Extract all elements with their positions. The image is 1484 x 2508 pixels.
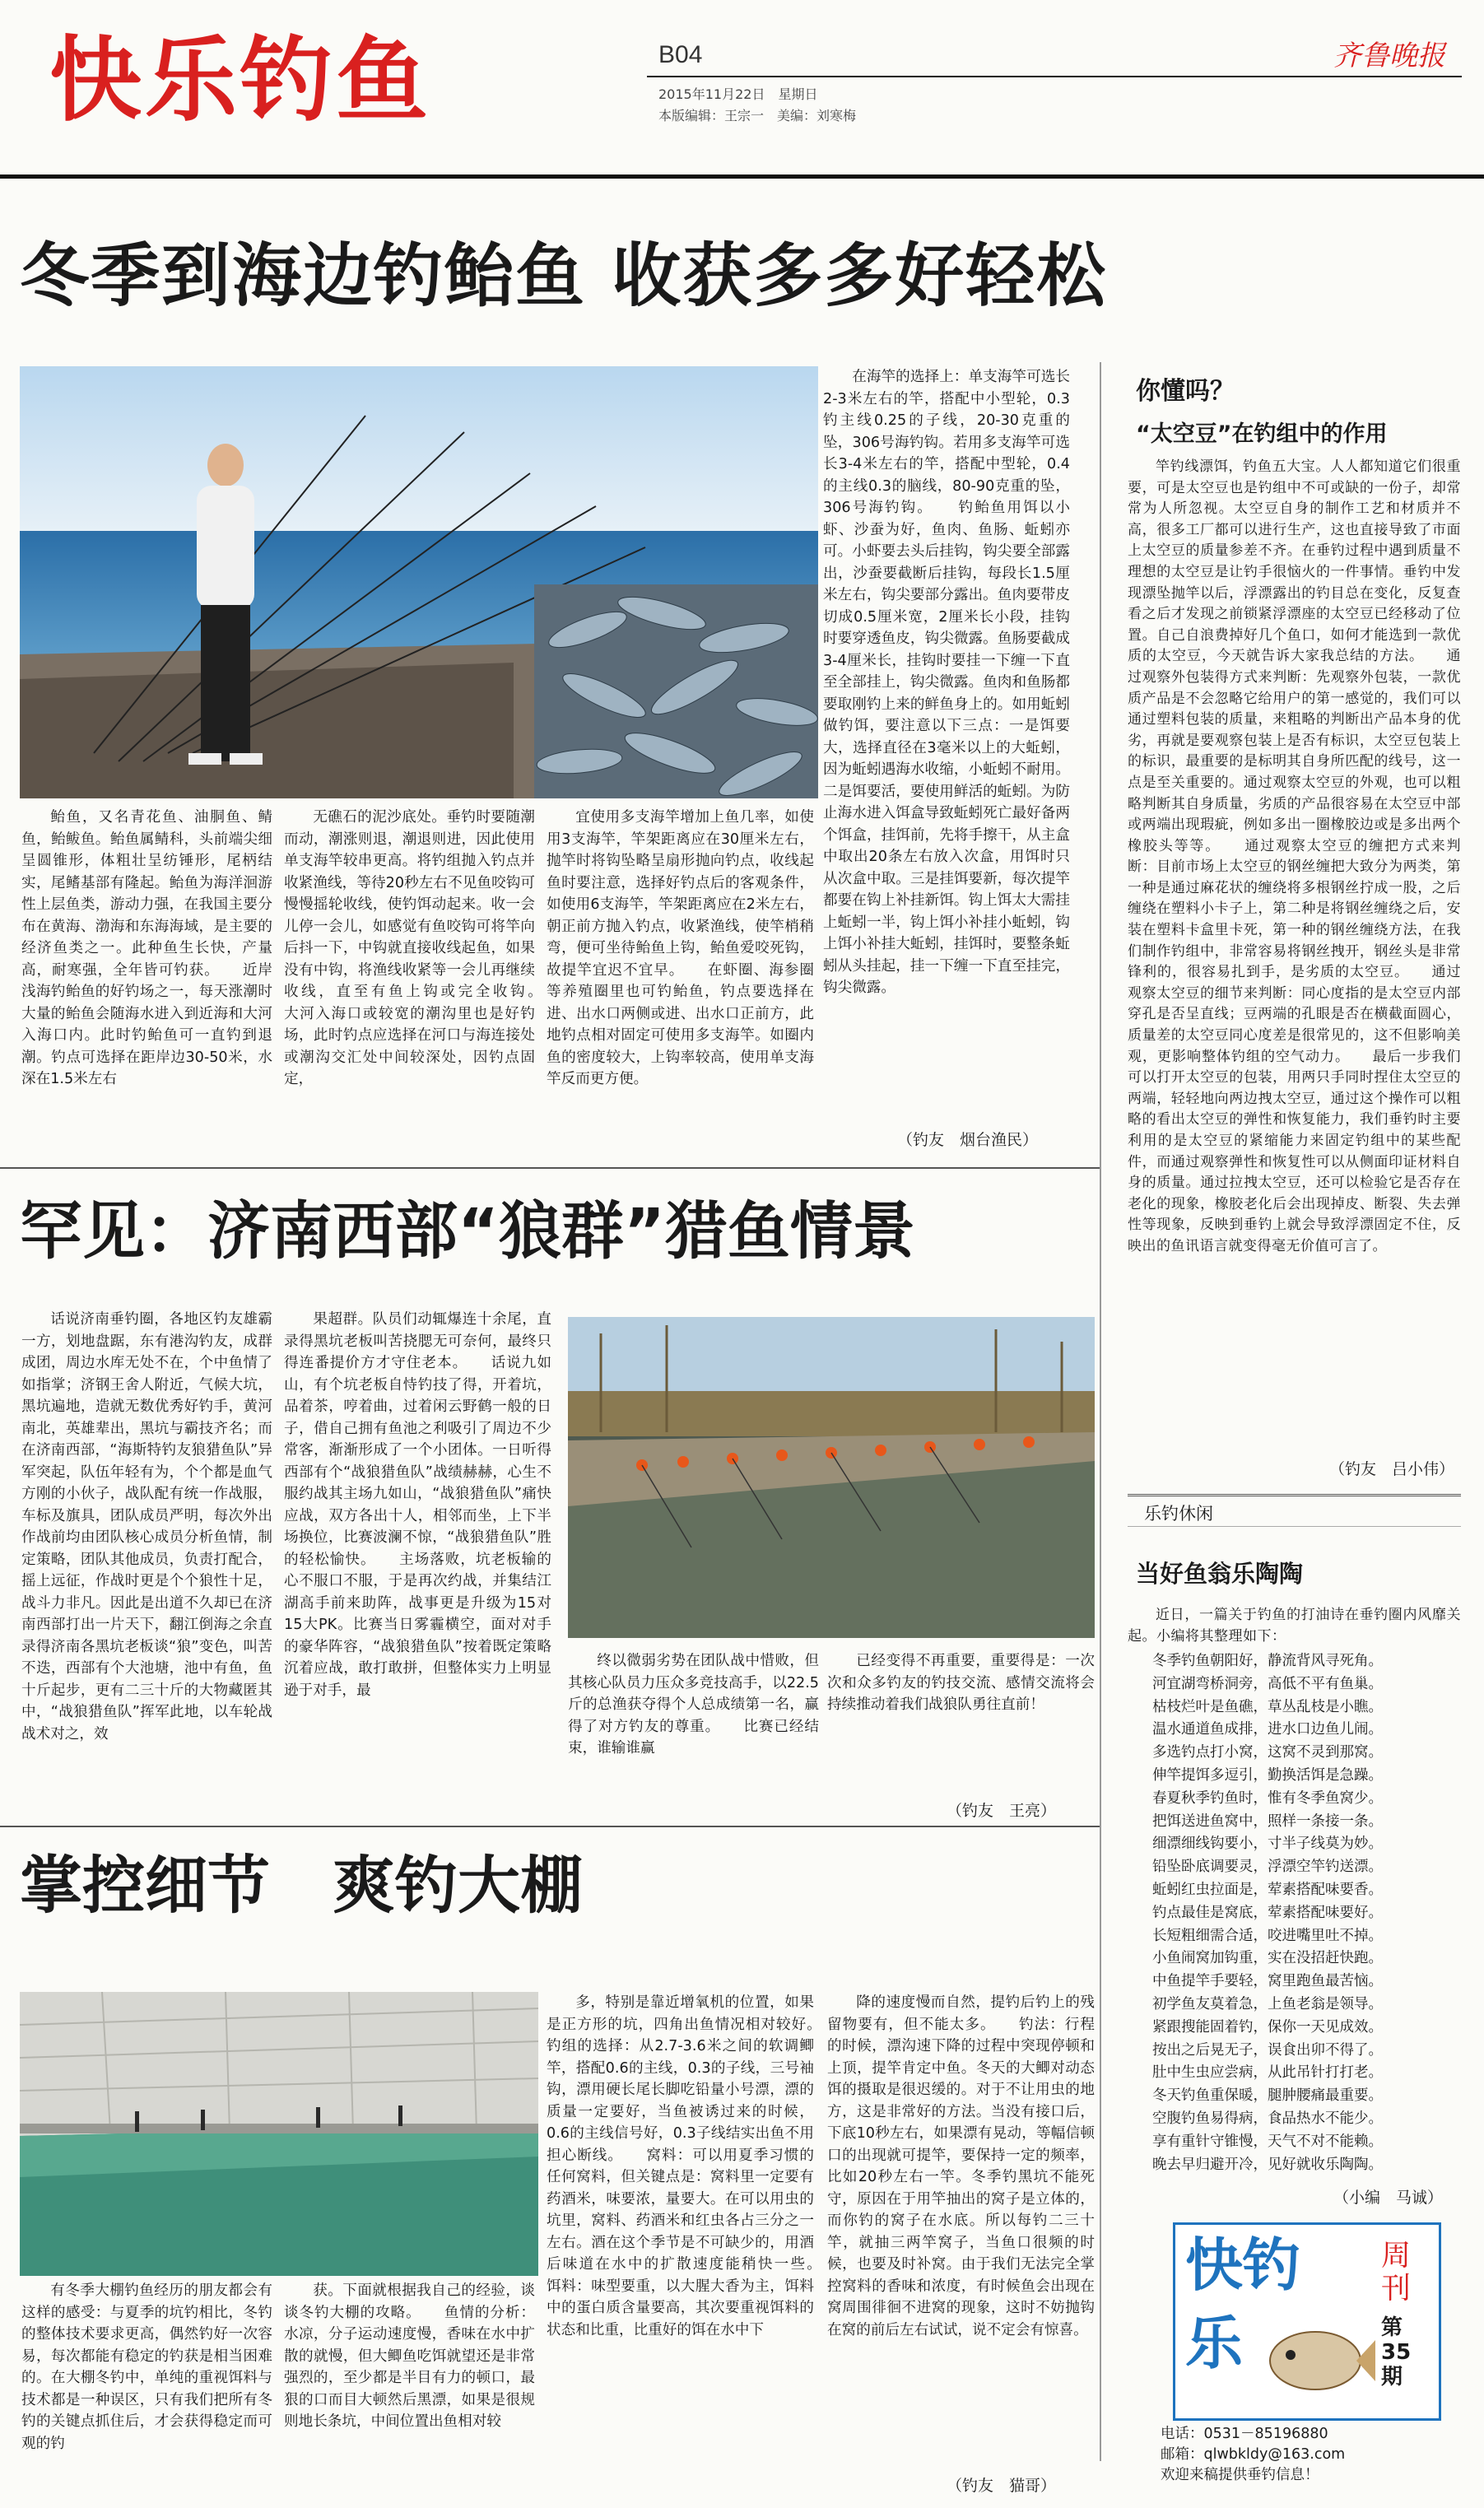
sidebar-byline: （钓友 吕小伟） — [1329, 1460, 1455, 1478]
article3-column-3: 多，特别是靠近增氧机的位置，如果是正方形的坑，四角出鱼情况相对较好。 钓组的选择：从2.7-3.6米之间的软调鲫竿，搭配0.6的主线，0.3的子线，三号袖钩，漂用硬长尾长脚吃铅量小号漂，漂的质量一定要好，当鱼被诱过来的时候，0.6的主线信号好，0.3子线结实出鱼不用担心断线。 窝料：可以用夏季习惯的任何窝料，但关键点是：窝料里一定要有药酒米，味要浓，量要大。在可以用虫的坑里，窝料、药酒米和红虫各占三分之一左右。酒在这个季节是不可缺少的，用酒后味道在水中的扩散速度能稍快一些。 饵料：味型要重，以大腥大香为主，饵料中的蛋白质含量要高，其次要重视饵料的状态和比重，比重好的饵在水中下 — [547, 1994, 814, 2338]
poem-line: 河宜湖弯桥洞旁，高低不平有鱼巢。 — [1152, 1675, 1383, 1692]
poem-line: 按出之后晃无子，误食出卯不得了。 — [1152, 2041, 1383, 2059]
article3-byline: （钓友 猫哥） — [947, 2477, 1057, 2495]
poem-intro: 近日，一篇关于钓鱼的打油诗在垂钓圈内风靡关起。小编将其整理如下： — [1128, 1607, 1461, 1645]
article1-headline: 冬季到海边钓鲐鱼 收获多多好轻松 — [20, 235, 1108, 316]
poem-line: 把饵送进鱼窝中，照样一条接一条。 — [1152, 1812, 1383, 1830]
contact-phone: 电话：0531－85196880 — [1161, 2426, 1328, 2442]
poem-line: 享有重针守锥慢，天气不对不能赖。 — [1152, 2133, 1383, 2150]
article2-column-4: 已经变得不再重要，重要得是：一次次和众多钓友的钓技交流、感情交流将会持续推动着我们战狼队勇往直前！ — [827, 1653, 1095, 1713]
article2-byline: （钓友 王亮） — [947, 1802, 1057, 1820]
article1-column-top-right: 在海竿的选择上：单支海竿可选长2-3米左右的竿，搭配中小型轮，0.3钓主线0.25的子线，20-30克重的坠，306号海钓钩。若用多支海竿可选长3-4米左右的竿，搭配中型轮，0.4的主线0.3的脑线，80-90克重的坠，306号海钓钩。 钓鲐鱼用饵以小虾、沙蚕为好，鱼肉、鱼肠、蚯蚓亦可。小虾要去头后挂钩，钩尖要全部露出，沙蚕要截断后挂钩，每段长1.5厘米左右，钩尖要部分露出。鱼肉要带皮切成0.5厘米宽，2厘米长小段，挂钩时要穿透鱼皮，钩尖微露。鱼肠要截成3-4厘米长，挂钩时要挂一下缠一下直至全部挂上，钩尖微露。鱼肉和鱼肠都要取刚钓上来的鲜鱼身上的。如用蚯蚓做钓饵，要注意以下三点：一是饵要大，选择直径在3毫米以上的大蚯蚓，因为蚯蚓遇海水收缩，小蚯蚓不耐用。二是饵要活，要使用鲜活的蚯蚓。为防止海水进入饵盒导致蚯蚓死亡最好备两个饵盒，挂饵前，先将手擦干，从主盒中取出20条左右放入次盒，用饵时只从次盒中取。三是挂饵要新，每次提竿都要在钩上补挂新饵。钩上饵太大需挂上蚯蚓一半，钩上饵小补挂小蚯蚓，钩上饵小补挂大蚯蚓，挂饵时，要整条蚯蚓从头挂起，挂一下缠一下直至挂完，钩尖微露。 — [823, 369, 1070, 996]
editor-credits: 本版编辑：王宗一 美编：刘寒梅 — [658, 108, 857, 123]
weekly-logo — [1173, 2222, 1441, 2421]
poem-title: 当好鱼翁乐陶陶 — [1136, 1560, 1304, 1588]
poem-line: 小鱼闹窝加钩重，实在没招赶快跑。 — [1152, 1950, 1383, 1967]
poem-line: 春夏秋季钓鱼时，惟有冬季鱼窝少。 — [1152, 1789, 1383, 1807]
poem-line: 细漂细线钩要小，寸半子线莫为妙。 — [1152, 1836, 1383, 1853]
contact-email: 邮箱：qlwbkldy@163.com — [1161, 2446, 1346, 2463]
section-title: 快乐钓鱼 — [49, 27, 431, 134]
poem-line: 空腹钓鱼易得病，食品热水不能少。 — [1152, 2110, 1383, 2127]
poem-body — [1152, 1650, 1457, 2176]
sidebar-body: 竿钓线漂饵，钓鱼五大宝。人人都知道它们很重要，可是太空豆也是钓组中不可或缺的一份子，却常常为人所忽视。太空豆自身的制作工艺和材质并不高，很多工厂都可以进行生产，这也直接导致了市面上太空豆的质量参差不齐。在垂钓过程中遇到质量不理想的太空豆是让钓手很恼火的一件事情。垂钓中发现漂坠抛竿以后，浮漂露出的钓目总在变化，反复查看之后才发现之前锁紧浮漂座的太空豆已经移动了位置。自己自浪费掉好几个鱼口，如何才能选到一款优质的太空豆，今天就告诉大家我总结的方法。 通过观察外包装得方式来判断：先观察外包装，一款优质产品是不会忽略它给用户的第一感觉的，我们可以通过塑料包装的质量，来粗略的判断出产品本身的优劣，再就是要观察包装上是否有标识，太空豆包装上的标识，最重要的是标明其自身所匹配的线号，这一点是至关重要的。通过观察太空豆的外观，也可以粗略判断其自身质量，劣质的产品很容易在太空豆中部或两端出现瑕疵，例如多出一圈橡胶边或是多出两个橡胶头等等。 通过观察太空豆的缠把方式来判断：目前市场上太空豆的钢丝缠把大致分为两类，第一种是通过麻花状的缠绕将多根钢丝拧成一股，之后缠绕在塑料小卡子上，第二种是将钢丝缠绕之后，安装在塑料卡盒里卡死，第一种的钢丝缠绕方法，在我们制作钓组中，非常容易将钢丝拽开，钢丝头是非常锋利的，很容易扎到手，是劣质的太空豆。 通过观察太空豆的细节来判断：同心度指的是太空豆内部穿孔是否呈直线；豆两端的孔眼是否在横截面圆心，质量差的太空豆同心度差是很常见的，这不但影响美观，更影响整体钓组的空气动力。 最后一步我们可以打开太空豆的包装，用两只手同时捏住太空豆的两端，轻轻地向两边拽太空豆，通过这个操作可以粗略的看出太空豆的弹性和恢复能力，我们垂钓时主要利用的是太空豆的紧缩能力来固定钓组中的某些配件，而通过观察弹性和恢复性可以从侧面印证材料自身的质量。通过拉拽太空豆，还可以检验它是否存在老化的现象，橡胶老化后会出现掉皮、断裂、失去弹性等现象，反映到垂钓上就会导致浮漂固定不住，反映出的鱼讯语言就变得毫无价值可言了。 — [1128, 458, 1461, 1254]
article2-column-2: 果超群。队员们动辄爆连十余尾，直录得黑坑老板叫苦挠腮无可奈何，最终只得连番提价方才守住老本。 话说九如山，有个坑老板自恃钓技了得，开着坑，品着茶，哼着曲，过着闲云野鹤一般的日子，借自己拥有鱼池之利吸引了周边不少常客，渐渐形成了一个小团体。一日听得西部有个“战狼猎鱼队”战绩赫赫，心生不服约战其主场九如山，“战狼猎鱼队”痛快应战，双方各出十人，相邻而坐，上下半场换位，比赛波澜不惊，“战狼猎鱼队”胜的轻松愉快。 主场落败，坑老板输的心不服口不服，于是再次约战，并集结江湖高手前来助阵，战事更是升级为15对15大PK。比赛当日雾霾横空，面对对手的豪华阵容，“战狼猎鱼队”按着既定策略沉着应战，敢打敢拼，但整体实力上明显逊于对手，最 — [284, 1311, 551, 1699]
poem-line: 伸竿提饵多逗引，勤换活饵是急躁。 — [1152, 1766, 1383, 1784]
poem-line: 初学鱼友莫着急，上鱼老翁是领导。 — [1152, 1995, 1383, 2012]
article3-column-2: 获。下面就根据我自己的经验，谈谈冬钓大棚的攻略。 鱼情的分析：水凉，分子运动速度慢，香味在水中扩散的就慢，但大鲫鱼吃饵就望还是非常强烈的，至少都是半目有力的顿口，最狠的口而目大顿然后黑漂，如果是很规则地长条坑，中间位置出鱼相对较 — [284, 2282, 535, 2430]
poem-line: 枯枝烂叶是鱼礁，草丛乱枝是小瞧。 — [1152, 1698, 1383, 1715]
article1-byline: （钓友 烟台渔民） — [897, 1131, 1039, 1149]
contact-block — [1161, 2424, 1345, 2486]
weekly-label: 周刊 — [1381, 2239, 1412, 2306]
sidebar-title: “太空豆”在钓组中的作用 — [1136, 421, 1388, 447]
article2-headline: 罕见：济南西部“狼群”猎鱼情景 — [20, 1194, 915, 1268]
poem-line: 温水通道鱼成排，进水口边鱼儿闹。 — [1152, 1721, 1383, 1738]
article1-column-2: 无礁石的泥沙底处。垂钓时要随潮而动，潮涨则退，潮退则进，因此使用单支海竿较串更高。将钓组抛入钓点并收紧渔线，等待20秒左右不见鱼咬钩可慢慢摇轮收线，使钓饵动起来。收一会儿停一会儿，如感觉有鱼咬钩可将竿向后抖一下，中钩就直接收线起鱼，如果没有中钩，将渔线收紧等一会儿再继续收线，直至有鱼上钩或完全收钩。 大河入海口或较宽的潮沟里也是好钓场，此时钓点应选择在河口与海连接处或潮沟交汇处中间较深处，因钓点固定， — [284, 809, 535, 1087]
poem-line: 多选钓点打小窝，这窝不灵到那窝。 — [1152, 1744, 1383, 1761]
poem-line: 蚯蚓红虫拉面是，荤素搭配味要香。 — [1152, 1881, 1383, 1898]
newspaper-logo: 齐鲁晚报 — [1333, 40, 1445, 72]
article1-column-1: 鲐鱼，又名青花鱼、油胴鱼、鲭鱼，鲐鲅鱼。鲐鱼属鲭科，头前端尖细呈圆锥形，体粗壮呈纺锤形，尾柄结实，尾鳍基部有隆起。鲐鱼为海洋洄游性上层鱼类，游动力强，在我国主要分布在黄海、渤海和东海海域，是主要的经济鱼类之一。此种鱼生长快，产量高，耐寒强，全年皆可钓获。 近岸浅海钓鲐鱼的好钓场之一，每天涨潮时大量的鲐鱼会随海水进入到近海和大河入海口内。此时钓鲐鱼可一直钓到退潮。钓点可选择在距岸边30-50米，水深在1.5米左右 — [21, 809, 272, 1087]
poem-line: 紧跟搜能固着钓，保你一天见成效。 — [1152, 2018, 1383, 2036]
poem-line: 中鱼提竿手要轻，窝里跑鱼最苦恼。 — [1152, 1973, 1383, 1990]
article3-column-1: 有冬季大棚钓鱼经历的朋友都会有这样的感受：与夏季的坑钓相比，冬钓的整体技术要求更高，偶然钓好一次容易，每次都能有稳定的钓获是相当困难的。在大棚冬钓中，单纯的重视饵料与技术都是一种误区，只有我们把所有冬钓的关键点抓住后，才会获得稳定而可观的钓 — [21, 2282, 272, 2452]
poem-byline: （小编 马诚） — [1333, 2189, 1444, 2207]
weekly-big-text-1: 快钓 — [1185, 2231, 1300, 2299]
weekly-big-text-2: 乐 — [1185, 2310, 1243, 2377]
sidebar-divider — [1100, 362, 1101, 2461]
article3-column-4: 降的速度慢而自然，提钓后钓上的残留物要有，但不能太多。 钓法：行程的时候，漂沟速下降的过程中突现停顿和上顶，提竿肯定中鱼。冬天的大鲫对动态饵的摄取是很迟缓的。对于不让用虫的地方，这是非常好的方法。当没有接口后，下底10秒左右，如果漂有晃动，等幅信顿口的出现就可提竿，要保持一定的频率，比如20秒左右一竿。冬季钓黑坑不能死守，原因在于用竿抽出的窝子是立体的，而你钓的窝子在水底。所以每钓二三十竿，就抽三两竿窝子，当鱼口很频的时候，也要及时补窝。由于我们无法完全掌控窝料的香味和浓度，有时候鱼会出现在窝周围徘徊不进窝的现象，这时不妨抛钩在窝的前后左右试试，说不定会有惊喜。 — [827, 1994, 1095, 2338]
poem-line: 晚去早归避开冷，见好就收乐陶陶。 — [1152, 2156, 1383, 2173]
fishing-pond-photo — [568, 1317, 1095, 1638]
article2-top-rule — [0, 1167, 1100, 1169]
poem-line: 长短粗细需合适，咬进嘴里吐不掉。 — [1152, 1927, 1383, 1944]
poem-line: 肚中生虫应尝病，从此吊针打打老。 — [1152, 2064, 1383, 2082]
article3-top-rule — [0, 1826, 1100, 1827]
page-number: B04 — [658, 41, 703, 68]
masthead-bottom-rule — [0, 174, 1484, 179]
contact-welcome: 欢迎来稿提供垂钓信息！ — [1161, 2467, 1319, 2483]
article1-column-3: 宜使用多支海竿增加上鱼几率，如使用3支海竿，竿架距离应在30厘米左右，抛竿时将钩坠略呈扇形抛向钓点，收线起鱼时要注意，选择好钓点后的客观条件，如使用6支海竿，竿架距离应在2米左右，朝正前方抛入钓点，收紧渔线，使竿梢稍弯，便可坐待鲐鱼上钩，鲐鱼爱咬死钩，故提竿宜迟不宜早。 在虾圈、海参圈等养殖圈里也可钓鲐鱼，钓点要选择在进、出水口两侧或进、出水口正前方，此地钓点相对固定可使用多支海竿。如圈内鱼的密度较大，上钩率较高，使用单支海竿反而更方便。 — [547, 809, 814, 1087]
greenhouse-pond-photo — [20, 1992, 538, 2276]
poem-line: 铅坠卧底调要灵，浮漂空竿钓送漂。 — [1152, 1859, 1383, 1876]
sidebar-category: 你懂吗？ — [1136, 377, 1235, 406]
fish-icon — [1262, 2315, 1377, 2406]
dateline: 2015年11月22日 星期日 — [658, 86, 818, 102]
sea-fishing-photo — [20, 366, 818, 798]
poem-line: 冬天钓鱼重保暖，腿肿腰痛最重要。 — [1152, 2087, 1383, 2105]
poem-line: 冬季钓鱼朝阳好，静流背风寻死角。 — [1152, 1653, 1383, 1669]
article3-headline: 掌控细节 爽钓大棚 — [20, 1849, 583, 1922]
tag-label: 乐钓休闲 — [1144, 1504, 1213, 1524]
poem-line: 钓点最佳是窝底，荤素搭配味要好。 — [1152, 1904, 1383, 1921]
article2-column-3: 终以微弱劣势在团队战中惜败，但其核心队员力压众多竞技高手，以22.5斤的总渔获夺得个人总成绩第一名，赢得了对方钓友的尊重。 比赛已经结束，谁输谁赢 — [568, 1653, 819, 1757]
tag-bar — [1128, 1494, 1461, 1527]
masthead-rule — [647, 76, 1462, 77]
weekly-issue: 第35期 — [1381, 2315, 1412, 2389]
article2-column-1: 话说济南垂钓圈，各地区钓友雄霸一方，划地盘踞，东有港沟钓友，成群成团，周边水库无处不在，个中鱼情了如指掌；济钢王舍人附近，气候大坑，黑坑遍地，造就无数优秀好钓手，黄河南北，英雄辈出，黑坑与霸技齐名；而在济南西部，“海斯特钓友狼猎鱼队”异军突起，队伍年轻有为，个个都是血气方刚的小伙子，战队配有统一作战服，车标及旗具，团队成员严明，每次外出作战前均由团队核心成员分析鱼情，制定策略，团队其他成员，负责打配合，摇上远征，作战时更是个个狼性十足，战斗力非凡。因此是出道不久却已在济南西部打出一片天下，翻江倒海之余直录得济南各黑坑老板谈“狼”变色，叫苦不迭，西部有个大池塘，池中有鱼，鱼十斤起步，更有二三十斤的大物藏匿其中，“战狼猎鱼队”挥军此地，以车轮战战术对之，效 — [21, 1311, 272, 1743]
